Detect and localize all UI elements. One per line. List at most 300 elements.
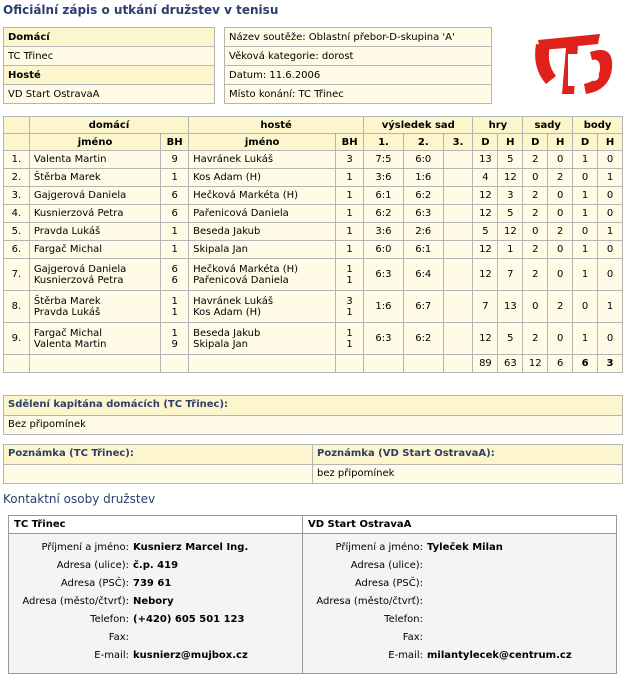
header-points: body (573, 117, 623, 134)
cell-bh-text: 1 (606, 172, 614, 183)
home-note-text (4, 465, 312, 483)
header-blank (4, 117, 30, 134)
match-row (4, 187, 623, 205)
guest-player-1: Pařenicová Daniela (193, 208, 289, 219)
home-bh (161, 151, 189, 169)
cell-gh-text: 7 (507, 269, 514, 280)
cell-s2-text: 6:1 (415, 244, 432, 255)
cell-bd (573, 291, 598, 323)
cell-sh (548, 169, 573, 187)
cell-s2 (403, 205, 443, 223)
cell-gh-text: 13 (503, 301, 517, 312)
home-players (29, 259, 160, 291)
home-players (29, 151, 160, 169)
cell-sd (523, 291, 548, 323)
contact-home-zip: 739 61 (133, 578, 172, 589)
cell-bh-text: 0 (606, 154, 614, 165)
header-sets: sady (523, 117, 573, 134)
cell-gh (498, 323, 523, 355)
cell-sd (523, 205, 548, 223)
cell-gd (473, 241, 498, 259)
club-logo (528, 24, 618, 104)
match-number-text: 4. (11, 208, 22, 219)
total-sets-h: 6 (548, 355, 573, 373)
match-number-text: 7. (11, 269, 22, 280)
subheader-games-d: D (473, 134, 498, 151)
cell-bh (598, 323, 623, 355)
cell-bd-text: 1 (581, 190, 589, 201)
guest-bh (336, 169, 364, 187)
guest-player-2: Pařenicová Daniela (193, 274, 289, 286)
home-bh (161, 187, 189, 205)
guest-players (189, 323, 336, 355)
label-fax: Fax: (402, 632, 423, 643)
match-number-text: 6. (11, 244, 22, 255)
cell-gd-text: 12 (479, 190, 492, 201)
cell-bh (598, 151, 623, 169)
total-points-d: 6 (573, 355, 598, 373)
guest-player-1: Hečková Markéta (H) (193, 190, 299, 201)
subheader-set-2: 2. (403, 134, 443, 151)
subheader-sets-h: H (548, 134, 573, 151)
guest-players (189, 169, 336, 187)
guest-player-1: Hečková Markéta (H) (193, 263, 299, 275)
guest-player-1: Skipala Jan (193, 244, 248, 255)
cell-gd-text: 5 (482, 226, 489, 237)
guest-bh-1: 1 (346, 172, 353, 183)
match-number (4, 205, 30, 223)
contact-home-email[interactable]: kusnierz@mujbox.cz (133, 650, 248, 661)
guest-players (189, 223, 336, 241)
cell-sh (548, 291, 573, 323)
cell-sh-text: 0 (556, 269, 564, 280)
cell-sh (548, 259, 573, 291)
totals-blank (4, 355, 30, 373)
cell-s2 (403, 241, 443, 259)
cell-s3 (443, 259, 473, 291)
cell-sh-text: 0 (556, 244, 564, 255)
home-bh-1: 1 (171, 226, 178, 237)
cell-sd-text: 2 (532, 190, 539, 201)
header-games: hry (473, 117, 523, 134)
cell-bd-text: 1 (581, 269, 589, 280)
cell-s1 (364, 169, 404, 187)
subheader-guest-bh: BH (336, 134, 364, 151)
home-bh (161, 291, 189, 323)
guest-bh (336, 187, 364, 205)
contact-home-street: č.p. 419 (133, 560, 179, 571)
home-player-1: Valenta Martin (33, 154, 107, 165)
contact-home-box (8, 515, 314, 674)
cell-bh (598, 223, 623, 241)
subheader-points-h: H (598, 134, 623, 151)
subheader-set-1: 1. (364, 134, 404, 151)
cell-s2-text: 6:0 (415, 154, 432, 165)
label-street: Adresa (ulice): (56, 560, 129, 571)
cell-sh-text: 2 (556, 172, 564, 183)
cell-bd-text: 0 (581, 226, 589, 237)
home-bh-1: 1 (171, 172, 178, 183)
cell-bh-text: 0 (606, 333, 614, 344)
cell-gh (498, 187, 523, 205)
guest-bh (336, 241, 364, 259)
captain-note-text: Bez připomínek (4, 416, 622, 434)
cell-sd (523, 241, 548, 259)
home-player-1: Štěrba Marek (33, 172, 101, 183)
guest-player-2: Kos Adam (H) (193, 306, 262, 318)
subheader-home-bh: BH (161, 134, 189, 151)
home-note-title: Poznámka (TC Třinec): (4, 445, 312, 465)
label-phone: Telefon: (384, 614, 423, 625)
subheader-guest-name: jméno (189, 134, 336, 151)
competition-name: Název soutěže: Oblastní přebor-D-skupina 'A' (225, 28, 492, 47)
guest-bh (336, 151, 364, 169)
subheader-games-h: H (498, 134, 523, 151)
guest-bh (336, 323, 364, 355)
team-info-table (3, 27, 215, 104)
match-number-text: 1. (11, 154, 22, 165)
guest-bh (336, 205, 364, 223)
cell-gd-text: 12 (479, 208, 492, 219)
cell-sh (548, 151, 573, 169)
guest-player-1: Beseda Jakub (193, 226, 261, 237)
cell-gd (473, 205, 498, 223)
guest-note-title: Poznámka (VD Start OstravaA): (313, 445, 622, 465)
guest-bh (336, 291, 364, 323)
label-street: Adresa (ulice): (350, 560, 423, 571)
cell-bh-text: 0 (606, 208, 614, 219)
label-phone: Telefon: (90, 614, 129, 625)
guest-players (189, 205, 336, 223)
home-bh (161, 169, 189, 187)
cell-sh-text: 0 (556, 333, 564, 344)
home-players (29, 241, 160, 259)
cell-s2-text: 2:6 (415, 226, 432, 237)
cell-gh-text: 12 (503, 172, 517, 183)
cell-gh (498, 169, 523, 187)
cell-s1-text: 3:6 (375, 226, 392, 237)
cell-bd-text: 0 (581, 172, 589, 183)
label-email: E-mail: (94, 650, 129, 661)
guest-bh-1: 1 (346, 263, 353, 275)
guest-bh-2: 1 (346, 338, 353, 350)
cell-sh-text: 0 (556, 190, 564, 201)
cell-s1 (364, 187, 404, 205)
subheader-home-name: jméno (29, 134, 160, 151)
match-row (4, 291, 623, 323)
home-player-2: Valenta Martin (33, 338, 107, 350)
cell-sd-text: 2 (532, 269, 539, 280)
home-players (29, 223, 160, 241)
cell-sh-text: 0 (556, 208, 564, 219)
home-player-1: Pravda Lukáš (33, 226, 101, 237)
cell-s1 (364, 223, 404, 241)
home-player-1: Kusnierzová Petra (33, 208, 124, 219)
match-row (4, 223, 623, 241)
cell-bd-text: 1 (581, 333, 589, 344)
guest-bh-1: 1 (346, 208, 353, 219)
subheader-set-3: 3. (443, 134, 473, 151)
cell-sd-text: 2 (532, 208, 539, 219)
cell-bd (573, 169, 598, 187)
home-player-1: Gajgerová Daniela (33, 263, 127, 275)
total-points-h: 3 (598, 355, 623, 373)
cell-gd (473, 151, 498, 169)
cell-sd (523, 151, 548, 169)
label-name: Příjmení a jméno: (41, 542, 129, 553)
notes-section (3, 444, 623, 484)
cell-sd (523, 259, 548, 291)
totals-blank (189, 355, 336, 373)
cell-s3 (443, 151, 473, 169)
cell-bd (573, 323, 598, 355)
header-sets-result: výsledek sad (364, 117, 473, 134)
home-players (29, 187, 160, 205)
cell-bd (573, 205, 598, 223)
cell-bh (598, 259, 623, 291)
cell-sh (548, 323, 573, 355)
guest-player-2: Skipala Jan (193, 338, 248, 350)
home-bh (161, 205, 189, 223)
cell-sd (523, 323, 548, 355)
home-player-1: Gajgerová Daniela (33, 190, 127, 201)
cell-s1-text: 3:6 (375, 172, 392, 183)
cell-s3 (443, 323, 473, 355)
cell-s1 (364, 259, 404, 291)
cell-bh-text: 0 (606, 190, 614, 201)
cell-s1-text: 6:2 (375, 208, 392, 219)
guest-players (189, 291, 336, 323)
cell-gh-text: 12 (503, 226, 517, 237)
guest-player-1: Kos Adam (H) (193, 172, 262, 183)
cell-s2-text: 6:3 (415, 208, 432, 219)
guest-bh (336, 259, 364, 291)
contact-guest-team: VD Start OstravaA (303, 516, 616, 534)
guest-bh-1: 3 (346, 154, 353, 165)
cell-bh (598, 241, 623, 259)
guest-bh-1: 1 (346, 327, 353, 339)
cell-s1-text: 6:0 (375, 244, 392, 255)
competition-info-table (224, 27, 492, 104)
home-bh-2: 6 (171, 274, 178, 286)
guest-players (189, 241, 336, 259)
cell-s1 (364, 151, 404, 169)
cell-s2 (403, 323, 443, 355)
cell-bd-text: 1 (581, 208, 589, 219)
contact-guest-name: Tyleček Milan (427, 542, 503, 553)
cell-gd (473, 187, 498, 205)
cell-sd (523, 187, 548, 205)
home-player-2: Pravda Lukáš (33, 306, 101, 318)
match-number (4, 323, 30, 355)
match-results-table (3, 116, 623, 373)
total-games-d: 89 (473, 355, 498, 373)
cell-bh (598, 169, 623, 187)
cell-sh (548, 241, 573, 259)
cell-bh (598, 291, 623, 323)
subheader-blank (4, 134, 30, 151)
match-number (4, 223, 30, 241)
cell-s3 (443, 187, 473, 205)
cell-s1 (364, 291, 404, 323)
label-zip: Adresa (PSČ): (60, 578, 129, 589)
cell-s2 (403, 223, 443, 241)
home-players (29, 323, 160, 355)
cell-gh (498, 241, 523, 259)
cell-bd-text: 1 (581, 244, 589, 255)
cell-s2 (403, 291, 443, 323)
contact-home-name: Kusnierz Marcel Ing. (133, 542, 249, 553)
cell-sh (548, 205, 573, 223)
contact-home-team: TC Třinec (9, 516, 313, 534)
cell-s3 (443, 241, 473, 259)
guest-bh-1: 1 (346, 190, 353, 201)
cell-s2-text: 6:2 (415, 190, 432, 201)
home-bh-1: 6 (171, 208, 178, 219)
guest-note-text: bez připomínek (313, 465, 622, 483)
captain-note-title: Sdělení kapitána domácích (TC Třinec): (4, 396, 622, 416)
guest-bh-2: 1 (346, 306, 353, 318)
cell-gd (473, 291, 498, 323)
header-home: domácí (29, 117, 188, 134)
cell-bd-text: 0 (581, 301, 589, 312)
match-number (4, 291, 30, 323)
cell-gh (498, 259, 523, 291)
home-player-2: Kusnierzová Petra (33, 274, 124, 286)
match-row (4, 323, 623, 355)
cell-s2-text: 6:4 (415, 269, 432, 280)
match-number-text: 5. (11, 226, 22, 237)
match-row (4, 259, 623, 291)
guest-player-1: Havránek Lukáš (193, 295, 274, 307)
match-number-text: 2. (11, 172, 22, 183)
cell-gd (473, 259, 498, 291)
cell-sd-text: 2 (532, 333, 539, 344)
guest-bh (336, 223, 364, 241)
subheader-points-d: D (573, 134, 598, 151)
cell-gh (498, 205, 523, 223)
subheader-sets-d: D (523, 134, 548, 151)
match-row (4, 205, 623, 223)
cell-s2 (403, 259, 443, 291)
cell-s1-text: 1:6 (375, 301, 392, 312)
cell-gh-text: 5 (507, 208, 514, 219)
cell-sh-text: 0 (556, 154, 564, 165)
cell-s3 (443, 169, 473, 187)
contact-home-phone: (+420) 605 501 123 (133, 614, 245, 625)
cell-gh (498, 223, 523, 241)
home-bh-1: 6 (171, 263, 178, 275)
guest-players (189, 151, 336, 169)
match-venue: Místo konání: TC Třinec (225, 85, 492, 104)
cell-gd-text: 7 (482, 301, 489, 312)
home-player-1: Fargač Michal (33, 327, 103, 339)
cell-s1-text: 6:3 (375, 269, 392, 280)
home-bh-1: 1 (171, 244, 178, 255)
home-bh-1: 1 (171, 295, 178, 307)
total-sets-d: 12 (523, 355, 548, 373)
home-player-1: Fargač Michal (33, 244, 103, 255)
home-players (29, 169, 160, 187)
match-date: Datum: 11.6.2006 (225, 66, 492, 85)
guest-bh-1: 3 (346, 295, 353, 307)
guest-label: Hosté (4, 66, 215, 85)
header-guest: hosté (189, 117, 364, 134)
cell-gd-text: 12 (479, 269, 492, 280)
guest-player-1: Beseda Jakub (193, 327, 261, 339)
cell-sd-text: 2 (532, 154, 539, 165)
guest-players (189, 259, 336, 291)
match-number (4, 151, 30, 169)
label-name: Příjmení a jméno: (335, 542, 423, 553)
home-players (29, 291, 160, 323)
cell-bh-text: 0 (606, 244, 614, 255)
cell-s3 (443, 223, 473, 241)
home-label: Domácí (4, 28, 215, 47)
cell-s2-text: 6:2 (415, 333, 432, 344)
contact-guest-email[interactable]: milantylecek@centrum.cz (427, 650, 572, 661)
home-bh-2: 9 (171, 338, 178, 350)
cell-bd (573, 259, 598, 291)
cell-s1 (364, 323, 404, 355)
cell-gd-text: 12 (479, 244, 492, 255)
cell-bd (573, 223, 598, 241)
cell-s2-text: 6:7 (415, 301, 432, 312)
page-title: Oficiální zápis o utkání družstev v tenisu (3, 3, 279, 17)
cell-sd (523, 169, 548, 187)
cell-sd-text: 2 (532, 244, 539, 255)
cell-sd (523, 223, 548, 241)
cell-s1-text: 6:3 (375, 333, 392, 344)
guest-bh-1: 1 (346, 226, 353, 237)
match-number (4, 241, 30, 259)
cell-gd (473, 169, 498, 187)
cell-s1 (364, 205, 404, 223)
label-email: E-mail: (388, 650, 423, 661)
label-fax: Fax: (108, 632, 129, 643)
cell-gh-text: 5 (507, 333, 514, 344)
home-bh-1: 9 (171, 154, 178, 165)
cell-sh-text: 2 (556, 301, 564, 312)
totals-blank (161, 355, 189, 373)
totals-blank (29, 355, 160, 373)
cell-sh (548, 187, 573, 205)
home-player-1: Štěrba Marek (33, 295, 101, 307)
guest-bh-2: 1 (346, 274, 353, 286)
match-row (4, 169, 623, 187)
cell-s1-text: 7:5 (375, 154, 392, 165)
contact-home-city: Nebory (133, 596, 174, 607)
cell-s1-text: 6:1 (375, 190, 392, 201)
cell-s2 (403, 187, 443, 205)
cell-gh (498, 151, 523, 169)
cell-gd-text: 12 (479, 333, 492, 344)
match-row (4, 151, 623, 169)
guest-players (189, 187, 336, 205)
cell-s3 (443, 205, 473, 223)
contact-guest-box (302, 515, 617, 674)
cell-gd-text: 13 (479, 154, 492, 165)
home-bh (161, 223, 189, 241)
cell-gh-text: 5 (507, 154, 514, 165)
home-bh-1: 6 (171, 190, 178, 201)
cell-gh-text: 1 (507, 244, 514, 255)
cell-bh-text: 0 (606, 269, 614, 280)
guest-player-1: Havránek Lukáš (193, 154, 274, 165)
cell-s2-text: 1:6 (415, 172, 432, 183)
home-bh-1: 1 (171, 327, 178, 339)
cell-bh-text: 1 (606, 226, 614, 237)
